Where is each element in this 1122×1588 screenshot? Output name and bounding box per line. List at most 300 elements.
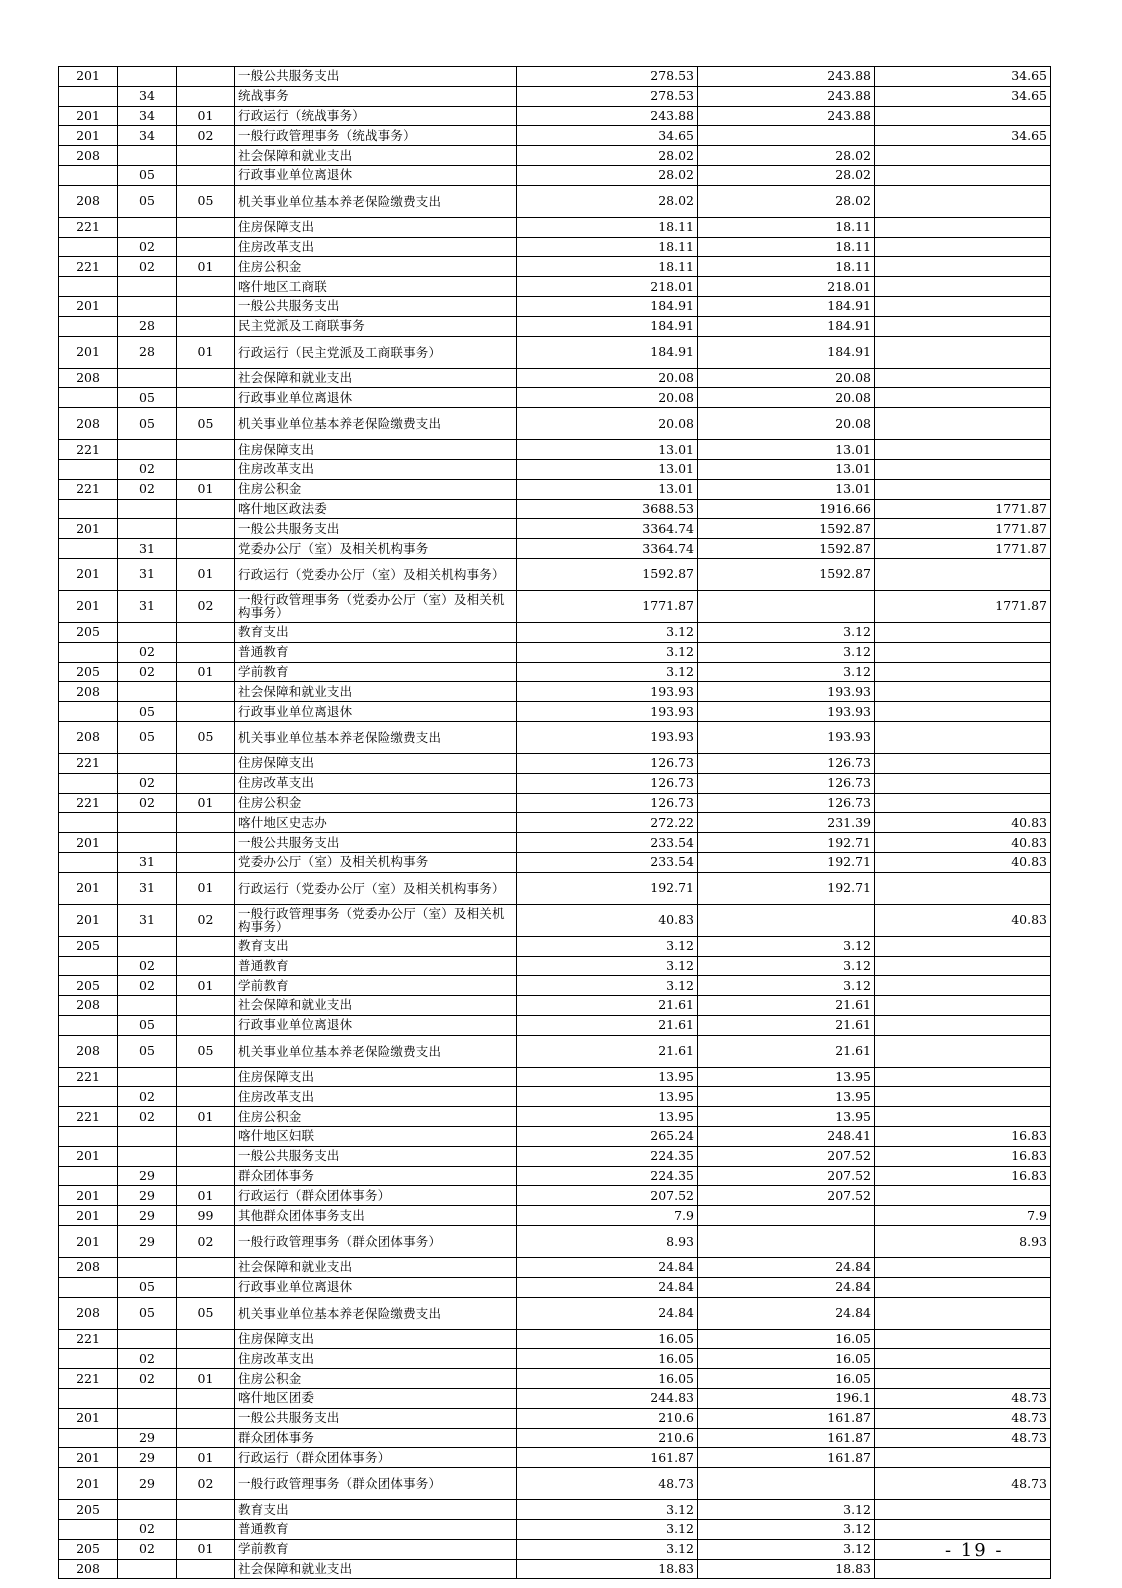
basic-expenditure-cell: 126.73 xyxy=(698,773,875,793)
subject-name-cell: 喀什地区团委 xyxy=(235,1389,517,1409)
class-code-cell: 201 xyxy=(59,1186,118,1206)
subitem-code-cell: 02 xyxy=(177,590,235,622)
total-amount-cell: 3.12 xyxy=(517,1500,698,1520)
item-code-cell: 02 xyxy=(118,1539,177,1559)
basic-expenditure-cell: 184.91 xyxy=(698,296,875,316)
subitem-code-cell xyxy=(177,217,235,237)
subject-name-cell: 行政事业单位离退休 xyxy=(235,1015,517,1035)
subitem-code-cell: 99 xyxy=(177,1206,235,1226)
subject-name-cell: 行政运行（民主党派及工商联事务） xyxy=(235,336,517,368)
class-code-cell xyxy=(59,459,118,479)
item-code-cell: 02 xyxy=(118,1520,177,1540)
subject-name-cell: 行政事业单位离退休 xyxy=(235,702,517,722)
item-code-cell xyxy=(118,1389,177,1409)
subject-name-cell: 一般行政管理事务（统战事务） xyxy=(235,126,517,146)
total-amount-cell: 233.54 xyxy=(517,833,698,853)
project-expenditure-cell xyxy=(875,1258,1051,1278)
table-row xyxy=(59,388,1051,408)
item-code-cell: 29 xyxy=(118,1226,177,1258)
table-row xyxy=(59,813,1051,833)
item-code-cell xyxy=(118,1559,177,1579)
subject-name-cell: 一般行政管理事务（群众团体事务） xyxy=(235,1468,517,1500)
item-code-cell: 02 xyxy=(118,1369,177,1389)
class-code-cell xyxy=(59,1428,118,1448)
table-row xyxy=(59,773,1051,793)
total-amount-cell: 224.35 xyxy=(517,1146,698,1166)
subitem-code-cell: 01 xyxy=(177,558,235,590)
basic-expenditure-cell: 13.95 xyxy=(698,1087,875,1107)
project-expenditure-cell xyxy=(875,296,1051,316)
class-code-cell: 201 xyxy=(59,1146,118,1166)
basic-expenditure-cell: 21.61 xyxy=(698,996,875,1016)
item-code-cell xyxy=(118,440,177,460)
project-expenditure-cell: 8.93 xyxy=(875,1226,1051,1258)
total-amount-cell: 24.84 xyxy=(517,1297,698,1329)
project-expenditure-cell xyxy=(875,1500,1051,1520)
subitem-code-cell xyxy=(177,1277,235,1297)
subitem-code-cell xyxy=(177,67,235,87)
class-code-cell xyxy=(59,86,118,106)
subject-name-cell: 其他群众团体事务支出 xyxy=(235,1206,517,1226)
item-code-cell: 34 xyxy=(118,126,177,146)
subitem-code-cell xyxy=(177,316,235,336)
item-code-cell: 31 xyxy=(118,904,177,936)
item-code-cell: 02 xyxy=(118,1087,177,1107)
basic-expenditure-cell: 3.12 xyxy=(698,622,875,642)
class-code-cell: 201 xyxy=(59,296,118,316)
item-code-cell: 02 xyxy=(118,1107,177,1127)
item-code-cell: 05 xyxy=(118,721,177,753)
total-amount-cell: 3.12 xyxy=(517,622,698,642)
table-row xyxy=(59,1500,1051,1520)
basic-expenditure-cell: 243.88 xyxy=(698,106,875,126)
table-row xyxy=(59,956,1051,976)
project-expenditure-cell xyxy=(875,388,1051,408)
subject-name-cell: 机关事业单位基本养老保险缴费支出 xyxy=(235,185,517,217)
subject-name-cell: 一般行政管理事务（群众团体事务） xyxy=(235,1226,517,1258)
basic-expenditure-cell: 3.12 xyxy=(698,956,875,976)
class-code-cell: 205 xyxy=(59,936,118,956)
class-code-cell: 208 xyxy=(59,1297,118,1329)
class-code-cell: 201 xyxy=(59,336,118,368)
basic-expenditure-cell: 3.12 xyxy=(698,1500,875,1520)
total-amount-cell: 3.12 xyxy=(517,956,698,976)
basic-expenditure-cell: 193.93 xyxy=(698,682,875,702)
class-code-cell: 201 xyxy=(59,833,118,853)
table-row xyxy=(59,459,1051,479)
project-expenditure-cell xyxy=(875,1520,1051,1540)
subject-name-cell: 喀什地区史志办 xyxy=(235,813,517,833)
project-expenditure-cell: 1771.87 xyxy=(875,519,1051,539)
table-row xyxy=(59,146,1051,166)
total-amount-cell: 48.73 xyxy=(517,1468,698,1500)
total-amount-cell: 13.95 xyxy=(517,1067,698,1087)
total-amount-cell: 184.91 xyxy=(517,336,698,368)
class-code-cell: 208 xyxy=(59,721,118,753)
item-code-cell xyxy=(118,813,177,833)
total-amount-cell: 7.9 xyxy=(517,1206,698,1226)
subject-name-cell: 住房改革支出 xyxy=(235,1087,517,1107)
item-code-cell xyxy=(118,1258,177,1278)
project-expenditure-cell: 16.83 xyxy=(875,1127,1051,1147)
subject-name-cell: 机关事业单位基本养老保险缴费支出 xyxy=(235,1035,517,1067)
basic-expenditure-cell xyxy=(698,126,875,146)
table-row xyxy=(59,479,1051,499)
subject-name-cell: 学前教育 xyxy=(235,1539,517,1559)
subitem-code-cell xyxy=(177,1127,235,1147)
project-expenditure-cell xyxy=(875,408,1051,440)
subitem-code-cell: 02 xyxy=(177,126,235,146)
subitem-code-cell: 02 xyxy=(177,904,235,936)
project-expenditure-cell xyxy=(875,1015,1051,1035)
subitem-code-cell: 01 xyxy=(177,106,235,126)
total-amount-cell: 13.01 xyxy=(517,459,698,479)
total-amount-cell: 13.95 xyxy=(517,1087,698,1107)
project-expenditure-cell: 34.65 xyxy=(875,126,1051,146)
total-amount-cell: 278.53 xyxy=(517,86,698,106)
basic-expenditure-cell: 193.93 xyxy=(698,702,875,722)
total-amount-cell: 1592.87 xyxy=(517,558,698,590)
class-code-cell: 201 xyxy=(59,106,118,126)
subitem-code-cell xyxy=(177,1166,235,1186)
subject-name-cell: 住房保障支出 xyxy=(235,1067,517,1087)
table-row xyxy=(59,1468,1051,1500)
total-amount-cell: 18.11 xyxy=(517,237,698,257)
subitem-code-cell: 01 xyxy=(177,257,235,277)
subitem-code-cell xyxy=(177,237,235,257)
item-code-cell: 05 xyxy=(118,1277,177,1297)
subject-name-cell: 住房保障支出 xyxy=(235,753,517,773)
item-code-cell: 31 xyxy=(118,539,177,559)
project-expenditure-cell: 48.73 xyxy=(875,1408,1051,1428)
project-expenditure-cell: 40.83 xyxy=(875,852,1051,872)
class-code-cell xyxy=(59,1349,118,1369)
item-code-cell: 28 xyxy=(118,336,177,368)
total-amount-cell: 192.71 xyxy=(517,872,698,904)
project-expenditure-cell: 16.83 xyxy=(875,1166,1051,1186)
item-code-cell: 05 xyxy=(118,1015,177,1035)
class-code-cell: 221 xyxy=(59,440,118,460)
table-row xyxy=(59,1166,1051,1186)
table-row xyxy=(59,217,1051,237)
subject-name-cell: 学前教育 xyxy=(235,662,517,682)
class-code-cell xyxy=(59,1127,118,1147)
subject-name-cell: 住房改革支出 xyxy=(235,1349,517,1369)
class-code-cell: 208 xyxy=(59,1258,118,1278)
class-code-cell xyxy=(59,237,118,257)
class-code-cell: 201 xyxy=(59,126,118,146)
project-expenditure-cell xyxy=(875,936,1051,956)
subject-name-cell: 党委办公厅（室）及相关机构事务 xyxy=(235,539,517,559)
item-code-cell: 34 xyxy=(118,86,177,106)
table-row xyxy=(59,1206,1051,1226)
item-code-cell xyxy=(118,296,177,316)
total-amount-cell: 233.54 xyxy=(517,852,698,872)
basic-expenditure-cell xyxy=(698,904,875,936)
total-amount-cell: 3.12 xyxy=(517,976,698,996)
total-amount-cell: 8.93 xyxy=(517,1226,698,1258)
item-code-cell xyxy=(118,1500,177,1520)
project-expenditure-cell xyxy=(875,721,1051,753)
subject-name-cell: 社会保障和就业支出 xyxy=(235,368,517,388)
subject-name-cell: 行政事业单位离退休 xyxy=(235,165,517,185)
total-amount-cell: 210.6 xyxy=(517,1408,698,1428)
class-code-cell: 221 xyxy=(59,753,118,773)
subitem-code-cell xyxy=(177,1500,235,1520)
table-row xyxy=(59,277,1051,297)
project-expenditure-cell xyxy=(875,106,1051,126)
item-code-cell: 31 xyxy=(118,872,177,904)
subitem-code-cell xyxy=(177,1015,235,1035)
subject-name-cell: 住房公积金 xyxy=(235,257,517,277)
project-expenditure-cell xyxy=(875,872,1051,904)
item-code-cell xyxy=(118,622,177,642)
class-code-cell: 221 xyxy=(59,479,118,499)
table-row xyxy=(59,408,1051,440)
table-row xyxy=(59,1369,1051,1389)
class-code-cell: 201 xyxy=(59,558,118,590)
project-expenditure-cell xyxy=(875,996,1051,1016)
class-code-cell: 205 xyxy=(59,1539,118,1559)
basic-expenditure-cell: 1592.87 xyxy=(698,558,875,590)
total-amount-cell: 21.61 xyxy=(517,996,698,1016)
class-code-cell: 201 xyxy=(59,590,118,622)
item-code-cell: 02 xyxy=(118,479,177,499)
subject-name-cell: 群众团体事务 xyxy=(235,1428,517,1448)
subitem-code-cell: 05 xyxy=(177,408,235,440)
item-code-cell xyxy=(118,1146,177,1166)
basic-expenditure-cell: 3.12 xyxy=(698,642,875,662)
basic-expenditure-cell: 192.71 xyxy=(698,872,875,904)
total-amount-cell: 34.65 xyxy=(517,126,698,146)
item-code-cell xyxy=(118,682,177,702)
project-expenditure-cell: 1771.87 xyxy=(875,499,1051,519)
basic-expenditure-cell: 3.12 xyxy=(698,1520,875,1540)
subitem-code-cell xyxy=(177,296,235,316)
total-amount-cell: 28.02 xyxy=(517,165,698,185)
table-row xyxy=(59,753,1051,773)
class-code-cell xyxy=(59,1166,118,1186)
item-code-cell: 29 xyxy=(118,1468,177,1500)
class-code-cell xyxy=(59,1520,118,1540)
subitem-code-cell xyxy=(177,1067,235,1087)
total-amount-cell: 13.01 xyxy=(517,479,698,499)
class-code-cell: 205 xyxy=(59,976,118,996)
basic-expenditure-cell: 3.12 xyxy=(698,936,875,956)
total-amount-cell: 193.93 xyxy=(517,702,698,722)
item-code-cell: 29 xyxy=(118,1166,177,1186)
project-expenditure-cell: 34.65 xyxy=(875,86,1051,106)
subitem-code-cell xyxy=(177,1389,235,1409)
subitem-code-cell xyxy=(177,277,235,297)
table-row xyxy=(59,539,1051,559)
table-row xyxy=(59,936,1051,956)
class-code-cell: 221 xyxy=(59,1329,118,1349)
table-row xyxy=(59,590,1051,622)
subject-name-cell: 一般公共服务支出 xyxy=(235,833,517,853)
subitem-code-cell xyxy=(177,622,235,642)
subject-name-cell: 住房保障支出 xyxy=(235,1329,517,1349)
table-row xyxy=(59,1087,1051,1107)
subject-name-cell: 住房保障支出 xyxy=(235,217,517,237)
project-expenditure-cell xyxy=(875,185,1051,217)
class-code-cell: 208 xyxy=(59,368,118,388)
subitem-code-cell xyxy=(177,1146,235,1166)
subject-name-cell: 住房改革支出 xyxy=(235,773,517,793)
total-amount-cell: 3.12 xyxy=(517,1520,698,1540)
item-code-cell xyxy=(118,217,177,237)
basic-expenditure-cell: 20.08 xyxy=(698,408,875,440)
subitem-code-cell xyxy=(177,86,235,106)
subject-name-cell: 统战事务 xyxy=(235,86,517,106)
class-code-cell: 221 xyxy=(59,1369,118,1389)
table-row xyxy=(59,1107,1051,1127)
item-code-cell: 29 xyxy=(118,1428,177,1448)
total-amount-cell: 224.35 xyxy=(517,1166,698,1186)
class-code-cell xyxy=(59,539,118,559)
subject-name-cell: 教育支出 xyxy=(235,936,517,956)
table-row xyxy=(59,682,1051,702)
project-expenditure-cell xyxy=(875,237,1051,257)
item-code-cell: 05 xyxy=(118,408,177,440)
item-code-cell xyxy=(118,1127,177,1147)
subitem-code-cell xyxy=(177,1258,235,1278)
subject-name-cell: 社会保障和就业支出 xyxy=(235,996,517,1016)
basic-expenditure-cell: 1592.87 xyxy=(698,519,875,539)
class-code-cell: 201 xyxy=(59,1448,118,1468)
basic-expenditure-cell: 207.52 xyxy=(698,1166,875,1186)
subitem-code-cell: 01 xyxy=(177,1448,235,1468)
table-row xyxy=(59,296,1051,316)
total-amount-cell: 210.6 xyxy=(517,1428,698,1448)
class-code-cell xyxy=(59,1277,118,1297)
table-row xyxy=(59,1258,1051,1278)
subitem-code-cell xyxy=(177,1329,235,1349)
class-code-cell: 201 xyxy=(59,1408,118,1428)
item-code-cell: 29 xyxy=(118,1448,177,1468)
project-expenditure-cell xyxy=(875,1186,1051,1206)
subject-name-cell: 行政运行（党委办公厅（室）及相关机构事务） xyxy=(235,558,517,590)
item-code-cell: 31 xyxy=(118,590,177,622)
basic-expenditure-cell xyxy=(698,1468,875,1500)
subject-name-cell: 教育支出 xyxy=(235,1500,517,1520)
subject-name-cell: 住房公积金 xyxy=(235,793,517,813)
total-amount-cell: 16.05 xyxy=(517,1329,698,1349)
subitem-code-cell xyxy=(177,1408,235,1428)
basic-expenditure-cell: 184.91 xyxy=(698,336,875,368)
subitem-code-cell xyxy=(177,833,235,853)
basic-expenditure-cell: 126.73 xyxy=(698,793,875,813)
class-code-cell: 208 xyxy=(59,1559,118,1579)
table-row xyxy=(59,793,1051,813)
total-amount-cell: 126.73 xyxy=(517,753,698,773)
project-expenditure-cell xyxy=(875,558,1051,590)
project-expenditure-cell xyxy=(875,662,1051,682)
table-row xyxy=(59,1329,1051,1349)
basic-expenditure-cell: 16.05 xyxy=(698,1329,875,1349)
total-amount-cell: 20.08 xyxy=(517,368,698,388)
item-code-cell: 34 xyxy=(118,106,177,126)
total-amount-cell: 3.12 xyxy=(517,936,698,956)
project-expenditure-cell: 48.73 xyxy=(875,1389,1051,1409)
project-expenditure-cell: 48.73 xyxy=(875,1428,1051,1448)
basic-expenditure-cell: 161.87 xyxy=(698,1408,875,1428)
table-row xyxy=(59,702,1051,722)
table-row xyxy=(59,1186,1051,1206)
item-code-cell xyxy=(118,368,177,388)
basic-expenditure-cell: 3.12 xyxy=(698,1539,875,1559)
class-code-cell: 221 xyxy=(59,217,118,237)
subject-name-cell: 住房公积金 xyxy=(235,1107,517,1127)
total-amount-cell: 1771.87 xyxy=(517,590,698,622)
basic-expenditure-cell: 28.02 xyxy=(698,165,875,185)
table-row xyxy=(59,1408,1051,1428)
class-code-cell: 201 xyxy=(59,1206,118,1226)
basic-expenditure-cell: 1592.87 xyxy=(698,539,875,559)
total-amount-cell: 24.84 xyxy=(517,1277,698,1297)
basic-expenditure-cell: 21.61 xyxy=(698,1035,875,1067)
table-row xyxy=(59,904,1051,936)
subitem-code-cell: 01 xyxy=(177,1107,235,1127)
item-code-cell: 02 xyxy=(118,976,177,996)
subject-name-cell: 机关事业单位基本养老保险缴费支出 xyxy=(235,408,517,440)
total-amount-cell: 20.08 xyxy=(517,388,698,408)
basic-expenditure-cell: 13.01 xyxy=(698,459,875,479)
class-code-cell xyxy=(59,813,118,833)
table-row xyxy=(59,126,1051,146)
total-amount-cell: 20.08 xyxy=(517,408,698,440)
project-expenditure-cell xyxy=(875,702,1051,722)
basic-expenditure-cell: 13.95 xyxy=(698,1107,875,1127)
item-code-cell: 02 xyxy=(118,1349,177,1369)
item-code-cell: 02 xyxy=(118,662,177,682)
project-expenditure-cell xyxy=(875,1087,1051,1107)
subitem-code-cell: 01 xyxy=(177,662,235,682)
class-code-cell xyxy=(59,642,118,662)
subject-name-cell: 民主党派及工商联事务 xyxy=(235,316,517,336)
subitem-code-cell xyxy=(177,388,235,408)
total-amount-cell: 13.95 xyxy=(517,1107,698,1127)
project-expenditure-cell xyxy=(875,622,1051,642)
subject-name-cell: 一般公共服务支出 xyxy=(235,67,517,87)
subject-name-cell: 行政运行（统战事务） xyxy=(235,106,517,126)
class-code-cell: 201 xyxy=(59,519,118,539)
basic-expenditure-cell: 184.91 xyxy=(698,316,875,336)
item-code-cell: 02 xyxy=(118,793,177,813)
project-expenditure-cell xyxy=(875,793,1051,813)
table-row xyxy=(59,336,1051,368)
class-code-cell: 208 xyxy=(59,1035,118,1067)
subitem-code-cell xyxy=(177,996,235,1016)
basic-expenditure-cell: 20.08 xyxy=(698,388,875,408)
basic-expenditure-cell: 21.61 xyxy=(698,1015,875,1035)
basic-expenditure-cell: 193.93 xyxy=(698,721,875,753)
class-code-cell xyxy=(59,1015,118,1035)
table-row xyxy=(59,1127,1051,1147)
budget-expenditure-table xyxy=(58,66,1051,1579)
item-code-cell xyxy=(118,936,177,956)
subitem-code-cell xyxy=(177,1428,235,1448)
basic-expenditure-cell: 28.02 xyxy=(698,146,875,166)
table-row xyxy=(59,67,1051,87)
basic-expenditure-cell: 28.02 xyxy=(698,185,875,217)
subject-name-cell: 一般行政管理事务（党委办公厅（室）及相关机构事务） xyxy=(235,904,517,936)
item-code-cell xyxy=(118,753,177,773)
item-code-cell xyxy=(118,519,177,539)
table-row xyxy=(59,1146,1051,1166)
table-row xyxy=(59,872,1051,904)
project-expenditure-cell: 40.83 xyxy=(875,904,1051,936)
